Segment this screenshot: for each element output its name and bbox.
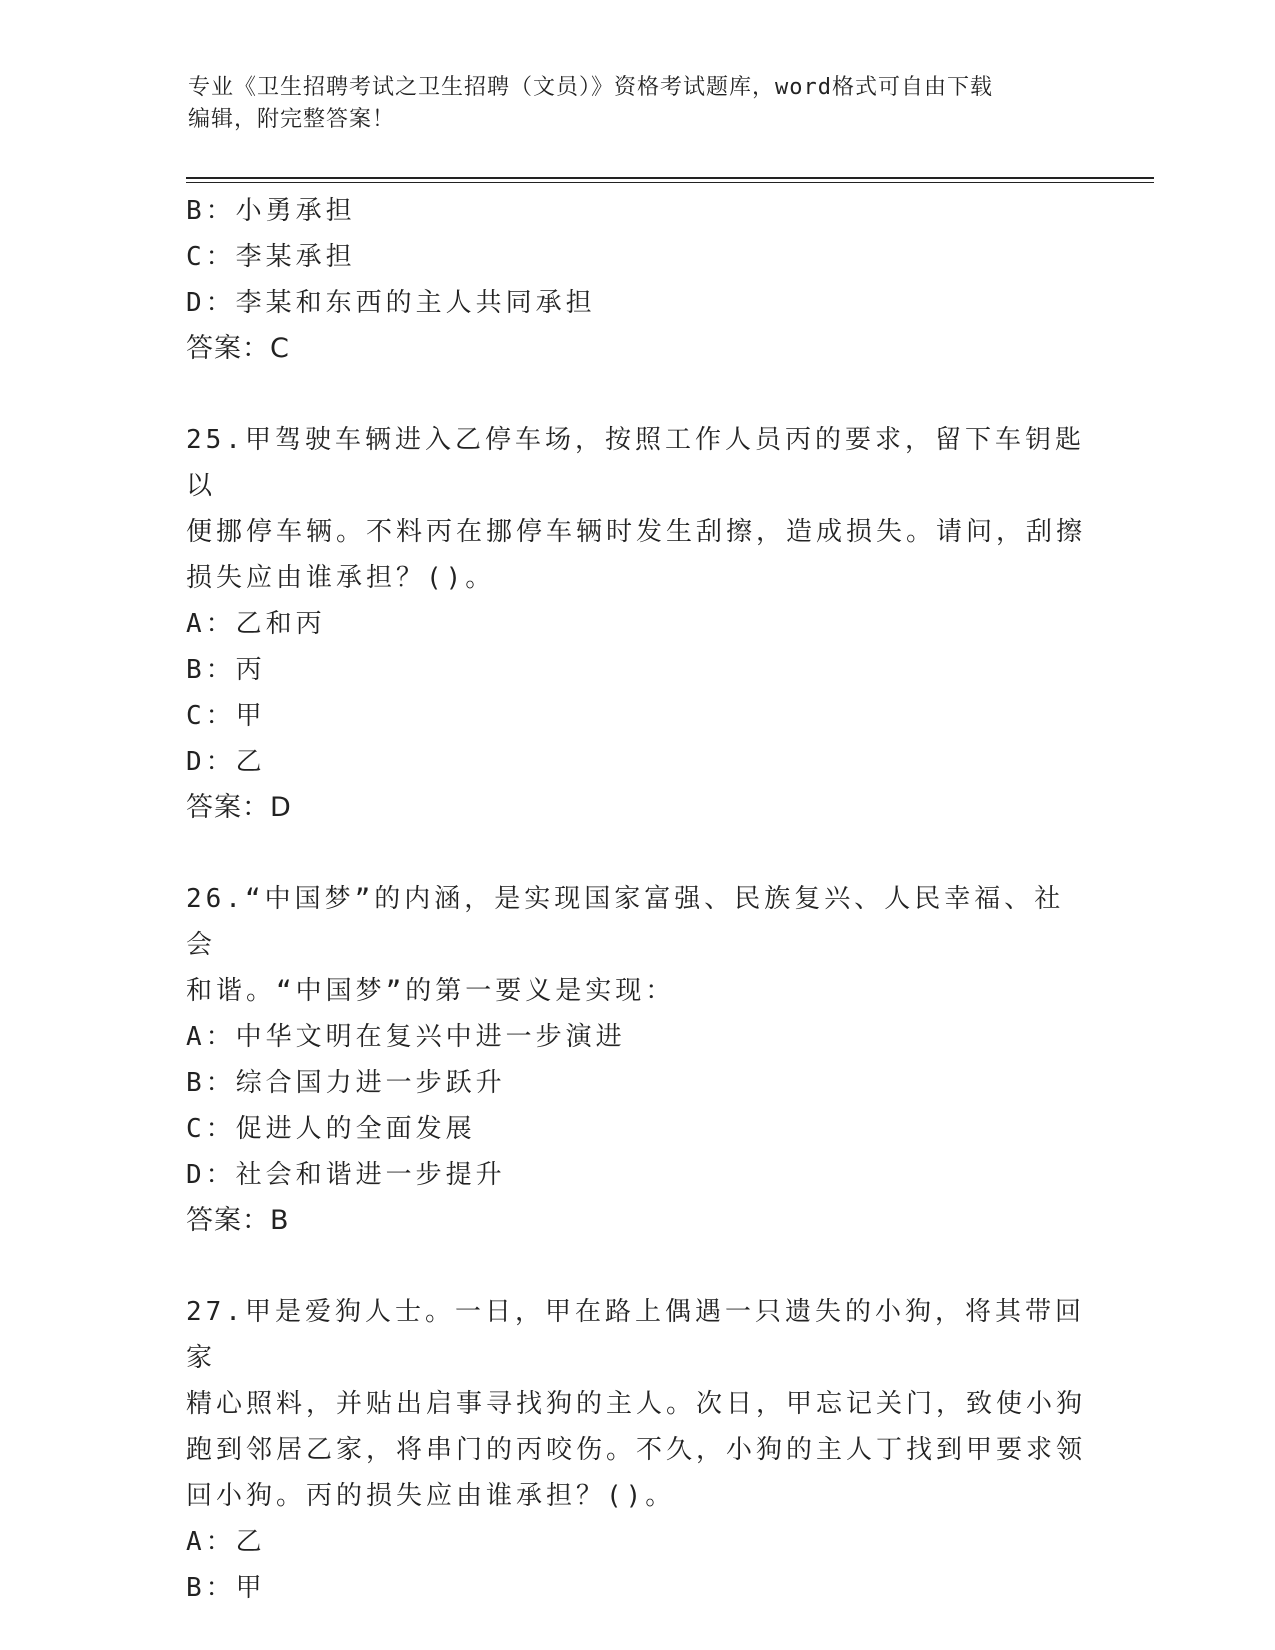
header-divider (186, 177, 1154, 179)
question-list (186, 188, 1086, 1611)
question-24 (186, 188, 1086, 372)
answer-line: 答案：B (186, 1205, 290, 1236)
option-c: C：促进人的全面发展 (186, 1114, 476, 1144)
header-divider-thin (186, 182, 1154, 183)
option-b: B：甲 (186, 1573, 266, 1603)
option-a: A：乙和丙 (186, 609, 326, 639)
option-b: B：综合国力进一步跃升 (186, 1068, 506, 1098)
answer-line: 答案：D (186, 792, 292, 823)
option-d: D：社会和谐进一步提升 (186, 1160, 506, 1190)
option-d: D：乙 (186, 747, 266, 777)
question-stem-line: 和谐。“中国梦”的第一要义是实现： (186, 976, 676, 1006)
answer-line: 答案：C (186, 333, 290, 364)
option-c: C：李某承担 (186, 242, 356, 272)
question-27 (186, 1289, 1086, 1611)
header-line-2: 编辑，附完整答案！ (188, 107, 396, 132)
question-25 (186, 417, 1086, 831)
question-stem-line: 便挪停车辆。不料丙在挪停车辆时发生刮擦，造成损失。请问，刮擦 (186, 517, 1087, 547)
option-b: B：丙 (186, 655, 266, 685)
header-line-1: 专业《卫生招聘考试之卫生招聘（文员）》资格考试题库，word格式可自由下载 (188, 75, 993, 100)
question-stem-line: 回小狗。丙的损失应由谁承担？()。 (186, 1481, 676, 1511)
document-header (188, 72, 1088, 136)
option-d: D：李某和东西的主人共同承担 (186, 288, 596, 318)
question-stem-line: 27.甲是爱狗人士。一日，甲在路上偶遇一只遗失的小狗，将其带回家 (186, 1297, 1085, 1373)
question-stem-line: 精心照料，并贴出启事寻找狗的主人。次日，甲忘记关门，致使小狗 (186, 1389, 1087, 1419)
question-stem-line: 损失应由谁承担？()。 (186, 563, 496, 593)
option-b: B：小勇承担 (186, 196, 356, 226)
question-stem-line: 26.“中国梦”的内涵，是实现国家富强、民族复兴、人民幸福、社会 (186, 884, 1065, 960)
option-c: C：甲 (186, 701, 266, 731)
question-26 (186, 876, 1086, 1244)
question-stem-line: 跑到邻居乙家，将串门的丙咬伤。不久，小狗的主人丁找到甲要求领 (186, 1435, 1087, 1465)
option-a: A：中华文明在复兴中进一步演进 (186, 1022, 626, 1052)
question-stem-line: 25.甲驾驶车辆进入乙停车场，按照工作人员丙的要求，留下车钥匙以 (186, 425, 1085, 501)
option-a: A：乙 (186, 1527, 266, 1557)
